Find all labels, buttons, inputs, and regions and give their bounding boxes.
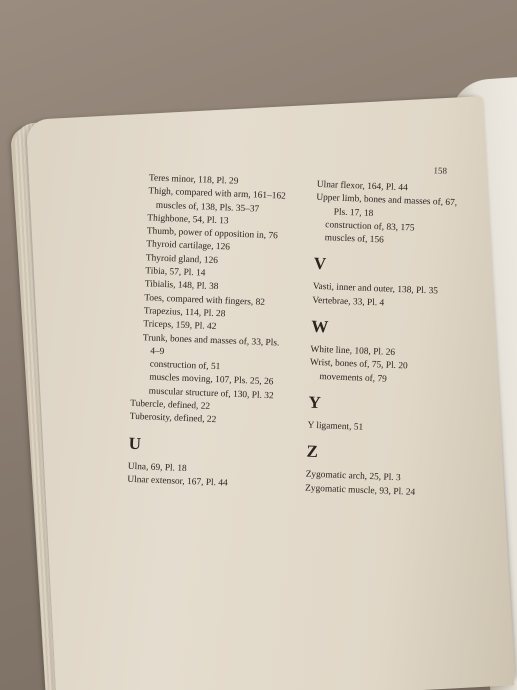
index-entry: construction of, 51 [149, 359, 221, 373]
index-entry: Thyroid gland, 126 [145, 253, 219, 266]
index-section-letter: Z [306, 441, 319, 462]
index-entry: Y ligament, 51 [307, 420, 364, 433]
index-entry: Trapezius, 114, Pl. 28 [143, 306, 226, 320]
index-section-letter: U [128, 433, 142, 453]
index-entry: Zygomatic muscle, 93, Pl. 24 [304, 483, 416, 498]
index-entry: movements of, 79 [319, 371, 388, 385]
index-entry: Thighbone, 54, Pl. 13 [147, 213, 229, 227]
index-entry: Tibialis, 148, Pl. 38 [144, 279, 219, 293]
index-column-left [127, 172, 319, 494]
index-entry: Thyroid cartilage, 126 [146, 239, 231, 254]
index-entry: Ulna, 69, Pl. 18 [127, 461, 187, 474]
index-entry: Tubercle, defined, 22 [130, 398, 211, 412]
index-entry: Upper limb, bones and masses of, 67, [316, 193, 458, 209]
index-entry: Zygomatic arch, 25, Pl. 3 [305, 469, 401, 484]
index-entry: Tuberosity, defined, 22 [129, 412, 217, 426]
index-section-letter: Y [308, 392, 322, 413]
index-entry: Vertebrae, 33, Pl. 4 [312, 295, 385, 309]
index-entry: muscles of, 138, Pls. 35–37 [155, 200, 260, 215]
index-column-right [305, 179, 467, 501]
index-entry: Wrist, bones of, 75, Pl. 20 [309, 358, 408, 372]
index-entry: Vasti, inner and outer, 138, Pl. 35 [312, 282, 439, 298]
index-entry: Thigh, compared with arm, 161–162 [148, 186, 286, 202]
index-section-letter: W [310, 316, 329, 337]
index-entry: Ulnar flexor, 164, Pl. 44 [316, 179, 408, 194]
index-entry: Pls. 17, 18 [333, 207, 374, 219]
page-number: 158 [433, 165, 448, 176]
index-entry: construction of, 83, 175 [325, 220, 415, 234]
index-entry: muscles of, 156 [324, 233, 385, 246]
index-entry: Triceps, 159, Pl. 42 [143, 319, 217, 333]
index-entry: Teres minor, 118, Pl. 29 [148, 173, 239, 187]
index-entry: muscular structure of, 130, Pl. 32 [148, 386, 274, 402]
index-entry: muscles moving, 107, Pls. 25, 26 [149, 372, 274, 388]
index-entry: Tibia, 57, Pl. 14 [145, 266, 206, 279]
index-entry: Trunk, bones and masses of, 33, Pls. [142, 332, 280, 349]
index-entry: White line, 108, Pl. 26 [310, 344, 396, 359]
index-entry: Ulnar extensor, 167, Pl. 44 [127, 474, 228, 489]
index-entry: Toes, compared with fingers, 82 [144, 292, 266, 308]
index-section-letter: V [313, 254, 327, 274]
index-content [125, 150, 459, 542]
index-entry: Thumb, power of opposition in, 76 [146, 226, 278, 242]
index-entry: 4–9 [150, 346, 165, 357]
